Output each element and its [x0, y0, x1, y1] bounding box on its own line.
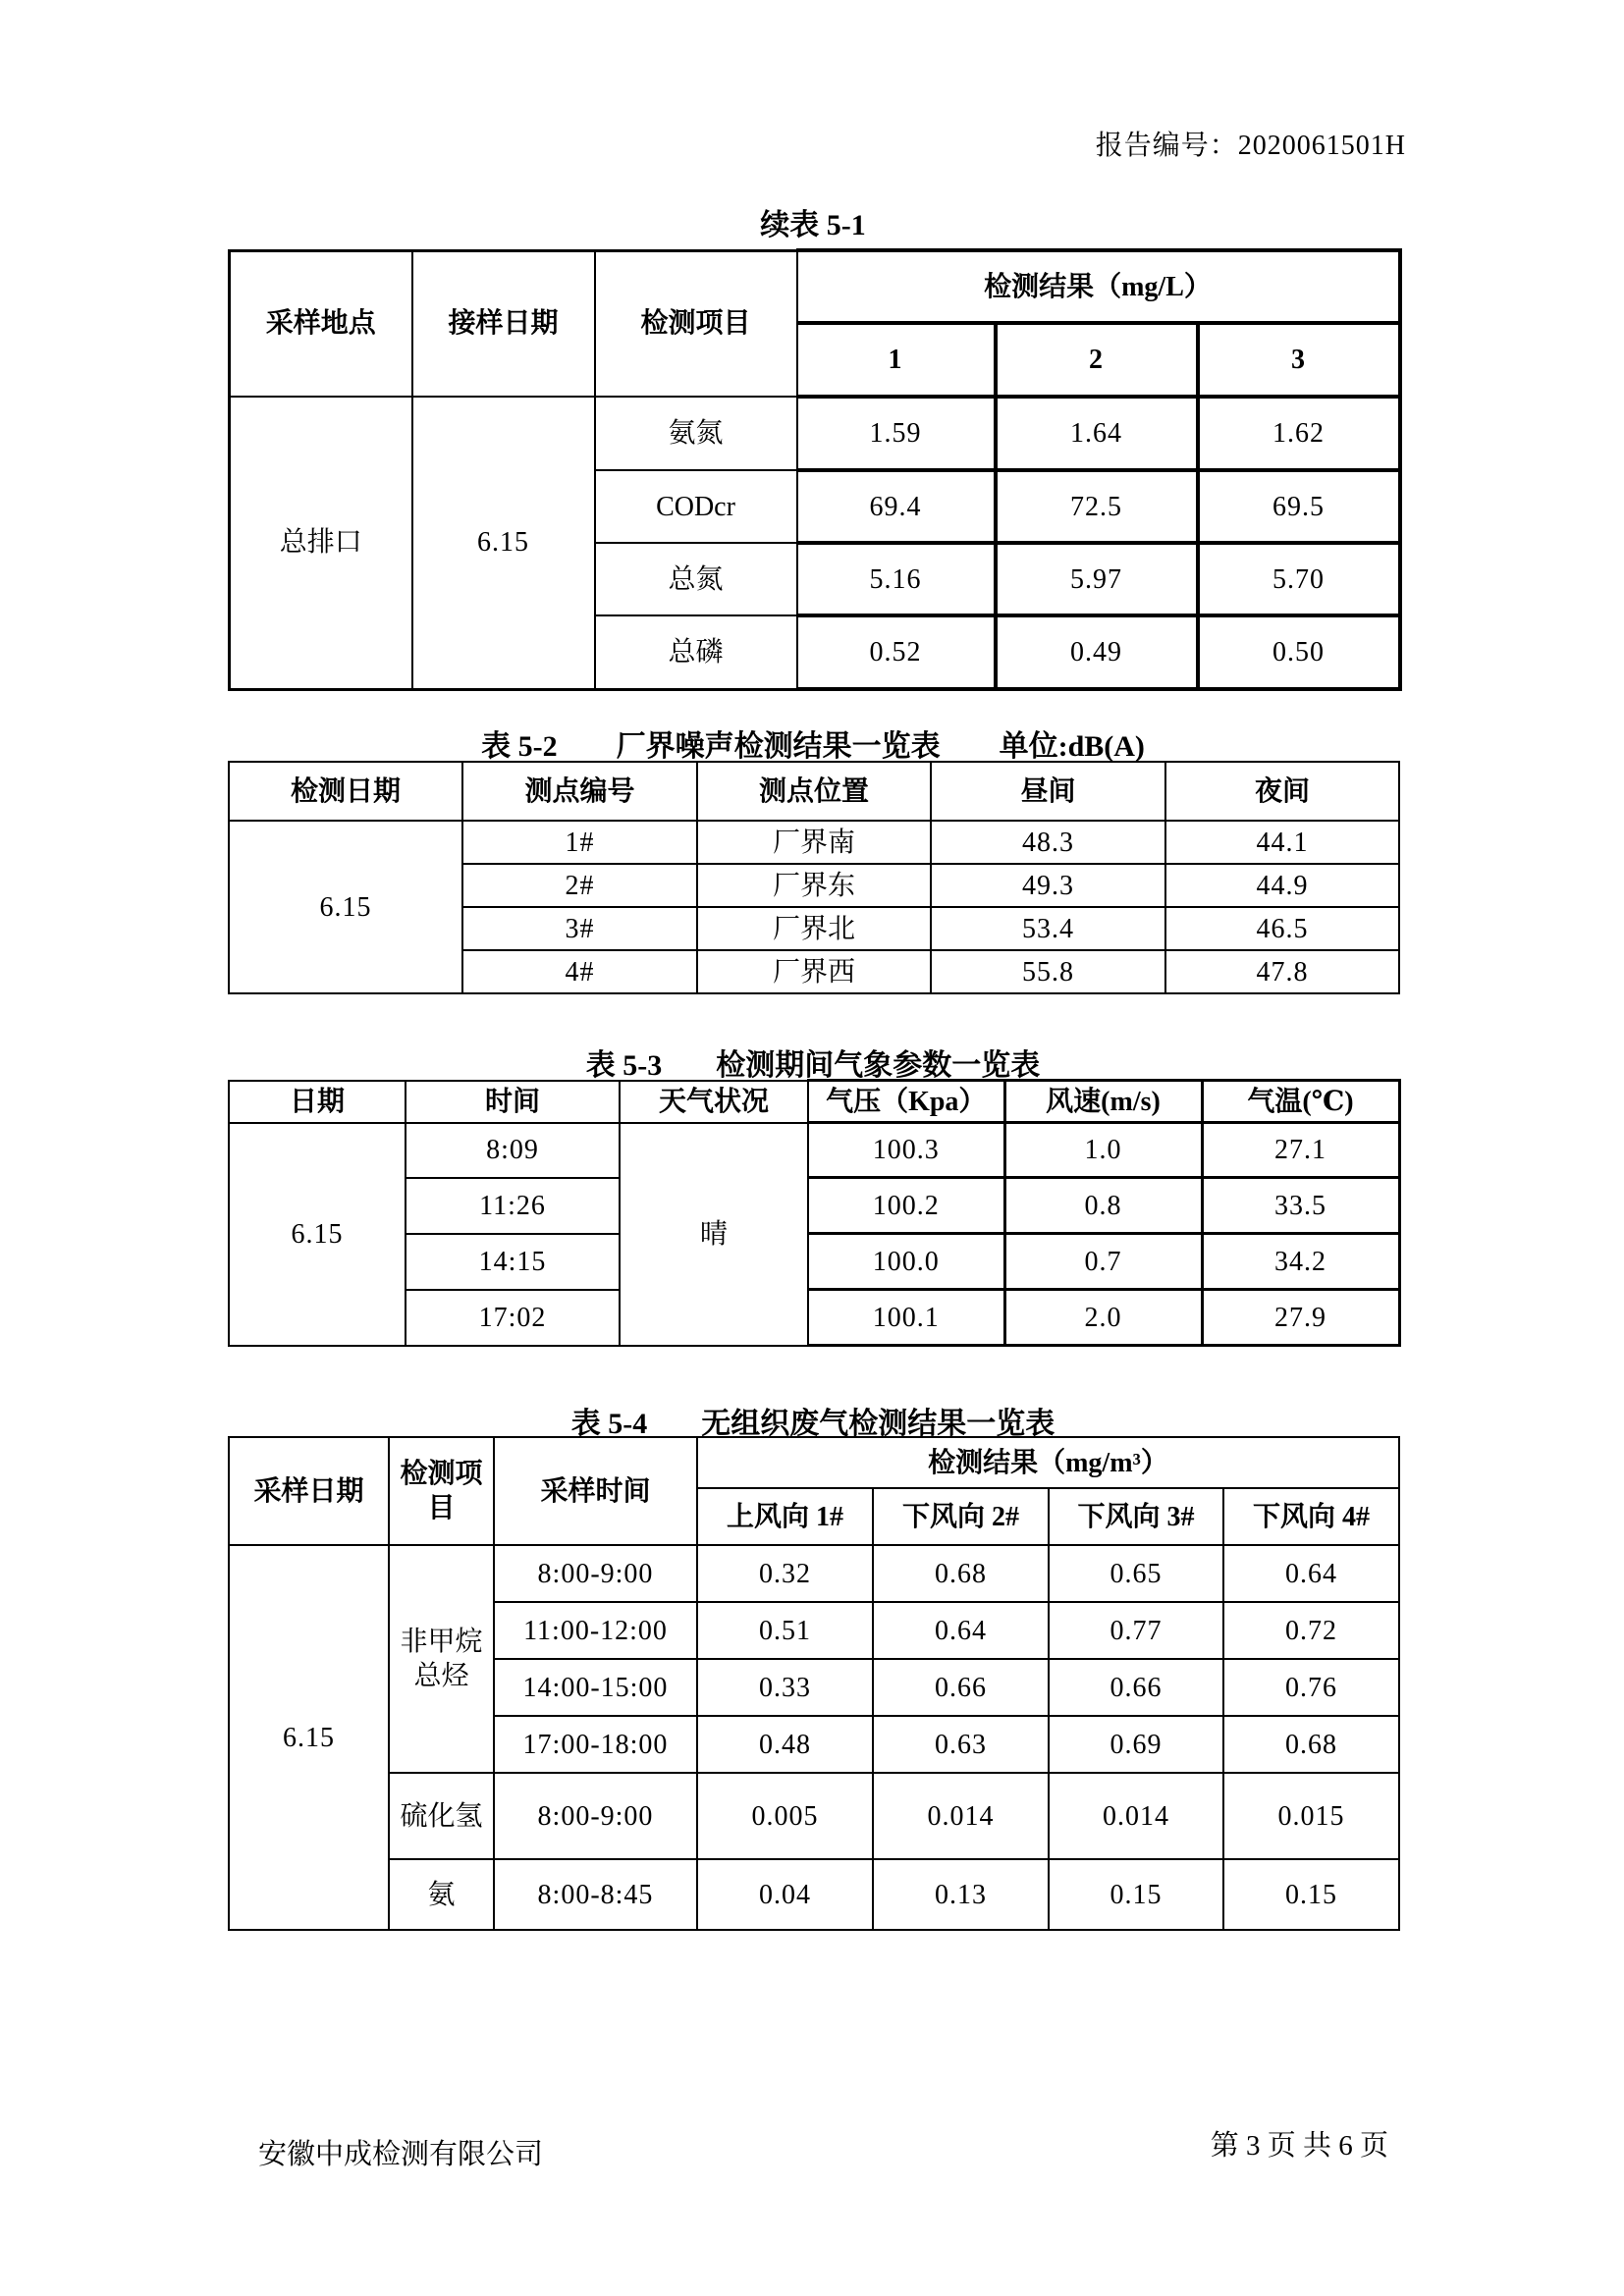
table2-label: 表 5-2 — [481, 730, 558, 763]
t4-cell-item: 非甲烷总烃 — [389, 1545, 494, 1773]
t4-subheader-downwind-3: 下风向 3# — [1049, 1488, 1223, 1545]
table-row — [229, 1081, 1399, 1123]
t2-cell-night: 47.8 — [1165, 950, 1399, 993]
t4-cell-value: 0.014 — [1049, 1773, 1223, 1859]
t4-cell-time: 8:00-9:00 — [494, 1773, 697, 1859]
t3-cell-weather: 晴 — [620, 1123, 808, 1346]
t3-cell-date: 6.15 — [229, 1123, 406, 1346]
t1-cell-value: 0.50 — [1198, 615, 1400, 689]
t3-header-date: 日期 — [229, 1081, 406, 1123]
t1-cell-item: 总氮 — [595, 543, 797, 615]
t4-cell-value: 0.005 — [697, 1773, 873, 1859]
t4-cell-item: 氨 — [389, 1859, 494, 1930]
table-row — [230, 250, 1400, 323]
table2-unit: 单位:dB(A) — [999, 730, 1145, 763]
t2-cell-date: 6.15 — [229, 821, 462, 993]
t4-cell-value: 0.48 — [697, 1716, 873, 1773]
t4-header-result-group: 检测结果（mg/m³） — [697, 1437, 1399, 1488]
t2-cell-night: 46.5 — [1165, 907, 1399, 950]
t4-cell-value: 0.13 — [873, 1859, 1049, 1930]
t3-cell-time: 8:09 — [406, 1123, 620, 1178]
t3-cell-wind: 0.8 — [1004, 1178, 1202, 1234]
table-row — [230, 397, 1400, 470]
t3-header-pressure: 气压（Kpa） — [808, 1081, 1004, 1123]
t4-cell-value: 0.66 — [1049, 1659, 1223, 1716]
table-row — [229, 1437, 1399, 1488]
t4-cell-time: 11:00-12:00 — [494, 1602, 697, 1659]
t4-subheader-downwind-4: 下风向 4# — [1223, 1488, 1399, 1545]
footer-page-number: 第 3 页 共 6 页 — [1210, 2130, 1388, 2162]
t2-header-day: 昼间 — [931, 762, 1165, 821]
footer-company-name: 安徽中成检测有限公司 — [258, 2139, 544, 2170]
t2-header-point-pos: 测点位置 — [697, 762, 931, 821]
t1-cell-item: 氨氮 — [595, 397, 797, 470]
t4-cell-value: 0.72 — [1223, 1602, 1399, 1659]
t2-cell-day: 48.3 — [931, 821, 1165, 864]
t2-cell-no: 1# — [462, 821, 697, 864]
t2-cell-no: 4# — [462, 950, 697, 993]
t4-cell-value: 0.15 — [1049, 1859, 1223, 1930]
t2-cell-position: 厂界西 — [697, 950, 931, 993]
table-row — [229, 821, 1399, 864]
t1-subheader-1: 1 — [797, 323, 996, 397]
table2-title-row — [228, 721, 1398, 765]
t4-header-test-item: 检测项目 — [389, 1437, 494, 1545]
t4-cell-value: 0.77 — [1049, 1602, 1223, 1659]
table-row — [229, 1773, 1399, 1859]
t1-cell-value: 1.62 — [1198, 397, 1400, 470]
t1-header-result-group: 检测结果（mg/L） — [797, 250, 1400, 323]
t4-cell-value: 0.65 — [1049, 1545, 1223, 1602]
t4-cell-value: 0.014 — [873, 1773, 1049, 1859]
t2-cell-no: 3# — [462, 907, 697, 950]
t4-cell-item: 硫化氢 — [389, 1773, 494, 1859]
t1-cell-value: 1.64 — [996, 397, 1198, 470]
t4-cell-value: 0.015 — [1223, 1773, 1399, 1859]
table4-title: 无组织废气检测结果一览表 — [701, 1408, 1056, 1440]
t4-header-sample-date: 采样日期 — [229, 1437, 389, 1545]
t4-cell-value: 0.69 — [1049, 1716, 1223, 1773]
table4-label: 表 5-4 — [570, 1408, 648, 1440]
t1-cell-item: 总磷 — [595, 615, 797, 689]
t2-cell-no: 2# — [462, 864, 697, 907]
t4-cell-value: 0.68 — [1223, 1716, 1399, 1773]
t4-subheader-downwind-2: 下风向 2# — [873, 1488, 1049, 1545]
t3-header-weather: 天气状况 — [620, 1081, 808, 1123]
t2-cell-position: 厂界北 — [697, 907, 931, 950]
t2-header-date: 检测日期 — [229, 762, 462, 821]
t2-cell-position: 厂界东 — [697, 864, 931, 907]
t4-cell-time: 8:00-9:00 — [494, 1545, 697, 1602]
t4-cell-value: 0.51 — [697, 1602, 873, 1659]
table-5-2 — [228, 761, 1400, 994]
t4-cell-sample-date: 6.15 — [229, 1545, 389, 1930]
t3-cell-pressure: 100.0 — [808, 1234, 1004, 1290]
t2-cell-night: 44.9 — [1165, 864, 1399, 907]
t1-cell-value: 72.5 — [996, 470, 1198, 543]
t3-cell-wind: 2.0 — [1004, 1290, 1202, 1346]
t4-cell-time: 8:00-8:45 — [494, 1859, 697, 1930]
t1-cell-value: 5.70 — [1198, 543, 1400, 615]
t4-cell-time: 14:00-15:00 — [494, 1659, 697, 1716]
t2-cell-day: 49.3 — [931, 864, 1165, 907]
t3-cell-pressure: 100.2 — [808, 1178, 1004, 1234]
t1-header-receive-date: 接样日期 — [412, 250, 595, 397]
t2-cell-day: 53.4 — [931, 907, 1165, 950]
t3-cell-time: 17:02 — [406, 1290, 620, 1346]
table-row — [229, 762, 1399, 821]
t4-cell-value: 0.15 — [1223, 1859, 1399, 1930]
t3-cell-pressure: 100.1 — [808, 1290, 1004, 1346]
t1-subheader-3: 3 — [1198, 323, 1400, 397]
t4-cell-value: 0.66 — [873, 1659, 1049, 1716]
t2-cell-day: 55.8 — [931, 950, 1165, 993]
table-5-3 — [228, 1079, 1401, 1347]
table2-title: 厂界噪声检测结果一览表 — [616, 730, 941, 763]
t4-cell-time: 17:00-18:00 — [494, 1716, 697, 1773]
t1-cell-value: 1.59 — [797, 397, 996, 470]
t3-cell-pressure: 100.3 — [808, 1123, 1004, 1178]
t3-header-time: 时间 — [406, 1081, 620, 1123]
t2-cell-night: 44.1 — [1165, 821, 1399, 864]
t2-header-point-no: 测点编号 — [462, 762, 697, 821]
t3-cell-time: 14:15 — [406, 1234, 620, 1290]
table3-label: 表 5-3 — [585, 1049, 663, 1082]
t4-cell-value: 0.63 — [873, 1716, 1049, 1773]
t3-cell-temp: 27.1 — [1202, 1123, 1399, 1178]
t4-header-sample-time: 采样时间 — [494, 1437, 697, 1545]
table3-title: 检测期间气象参数一览表 — [716, 1049, 1041, 1082]
table-5-4 — [228, 1436, 1400, 1931]
t4-cell-value: 0.04 — [697, 1859, 873, 1930]
t1-cell-location: 总排口 — [230, 397, 412, 689]
t3-cell-temp: 27.9 — [1202, 1290, 1399, 1346]
t4-cell-value: 0.64 — [1223, 1545, 1399, 1602]
t1-cell-value: 69.4 — [797, 470, 996, 543]
table1-title: 续表 5-1 — [760, 209, 866, 241]
t1-cell-item: CODcr — [595, 470, 797, 543]
t1-cell-value: 69.5 — [1198, 470, 1400, 543]
t3-header-wind: 风速(m/s) — [1004, 1081, 1202, 1123]
t1-cell-date: 6.15 — [412, 397, 595, 689]
t3-header-temp: 气温(℃) — [1202, 1081, 1399, 1123]
t4-cell-value: 0.68 — [873, 1545, 1049, 1602]
table-5-1 — [228, 248, 1402, 691]
t3-cell-wind: 1.0 — [1004, 1123, 1202, 1178]
table-row — [229, 1545, 1399, 1602]
t1-subheader-2: 2 — [996, 323, 1198, 397]
t4-cell-value: 0.64 — [873, 1602, 1049, 1659]
table3-title-row — [228, 1041, 1398, 1084]
t4-subheader-upwind-1: 上风向 1# — [697, 1488, 873, 1545]
t1-cell-value: 5.97 — [996, 543, 1198, 615]
t3-cell-temp: 34.2 — [1202, 1234, 1399, 1290]
table-row — [229, 1123, 1399, 1178]
t4-cell-value: 0.76 — [1223, 1659, 1399, 1716]
report-number: 报告编号：2020061501H — [1095, 131, 1406, 161]
t2-cell-position: 厂界南 — [697, 821, 931, 864]
t3-cell-temp: 33.5 — [1202, 1178, 1399, 1234]
t1-header-sample-location: 采样地点 — [230, 250, 412, 397]
table-row — [229, 1859, 1399, 1930]
t1-header-test-item: 检测项目 — [595, 250, 797, 397]
t3-cell-wind: 0.7 — [1004, 1234, 1202, 1290]
t4-cell-value: 0.32 — [697, 1545, 873, 1602]
t4-cell-value: 0.33 — [697, 1659, 873, 1716]
t1-cell-value: 0.49 — [996, 615, 1198, 689]
t3-cell-time: 11:26 — [406, 1178, 620, 1234]
t1-cell-value: 5.16 — [797, 543, 996, 615]
t1-cell-value: 0.52 — [797, 615, 996, 689]
t2-header-night: 夜间 — [1165, 762, 1399, 821]
